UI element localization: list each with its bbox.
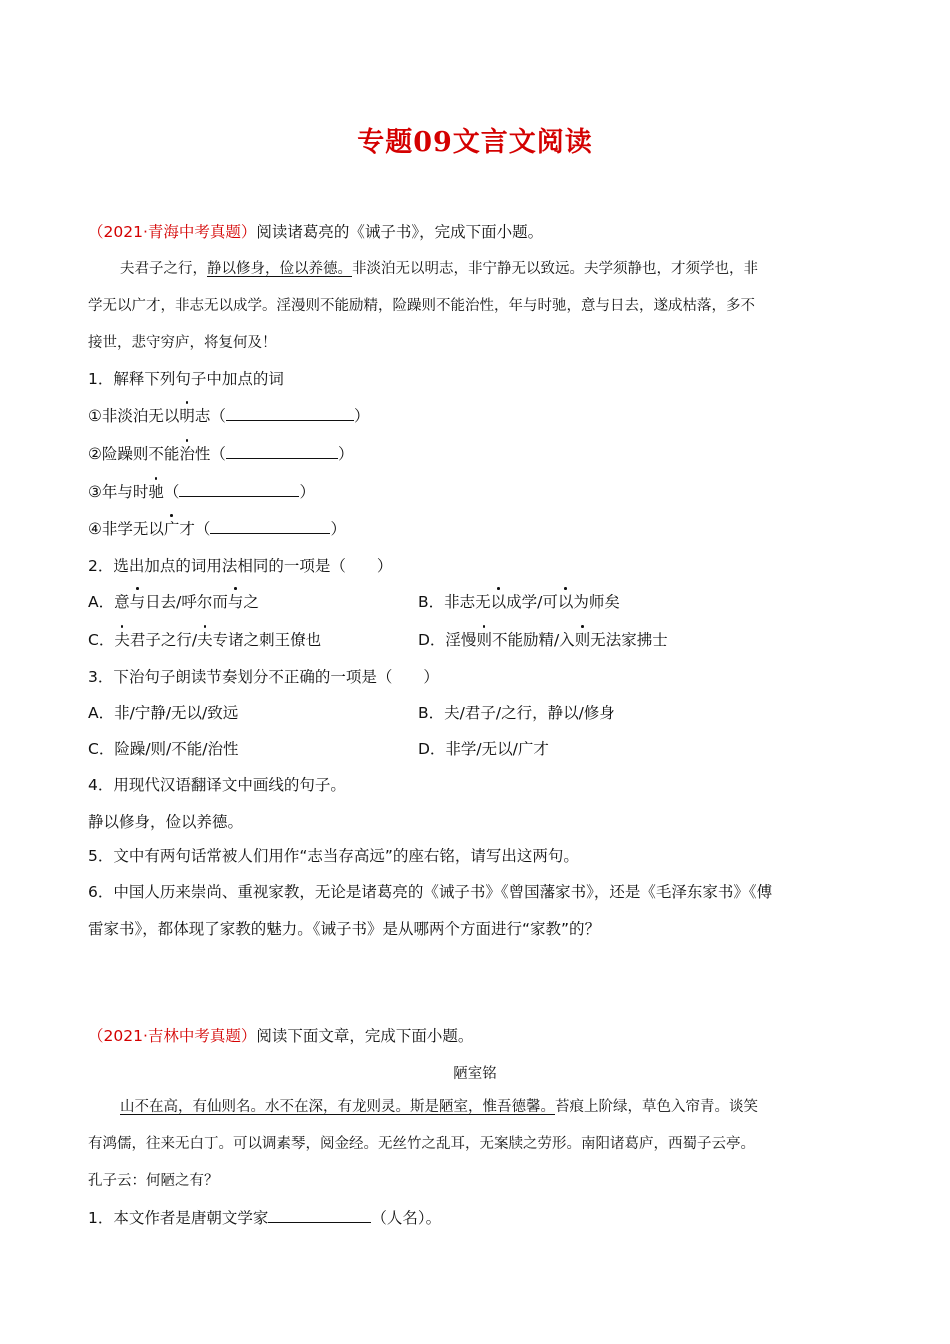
- question-3-stem: 3．下治句子朗读节奏划分不正确的一项是（ ）: [88, 668, 439, 686]
- question-6-line: 6．中国人历来崇尚、重视家教，无论是诸葛亮的《诫子书》《曾国藩家书》，还是《毛泽东家书》《傅: [88, 883, 773, 901]
- question-1-stem: 1．解释下列句子中加点的词: [88, 370, 284, 388]
- dotted-char: 治: [179, 445, 195, 463]
- option-b[interactable]: B．夫/君子/之行，静以/修身: [418, 704, 615, 722]
- section1-header: [88, 222, 543, 242]
- passage-line: 山不在高，有仙则名。水不在深，有龙则灵。斯是陋室，惟吾德馨。苔痕上阶绿，草色入帘青。谈笑: [120, 1099, 758, 1115]
- option-a[interactable]: A．意与日去/呼尔而与之: [88, 593, 259, 611]
- question-2-stem: 2．选出加点的词用法相同的一项是（ ）: [88, 557, 393, 575]
- question-2-options-row: [88, 630, 888, 650]
- dotted-char: 广: [163, 520, 180, 538]
- question-3-options-row: [88, 703, 888, 723]
- question-3-options-row: [88, 739, 888, 759]
- source-tag: （2021·吉林中考真题）: [88, 1027, 257, 1045]
- option-b[interactable]: B．非志无以成学/可以为师矣: [418, 593, 620, 611]
- question-1-item: ④非学无以广才（ ）: [88, 520, 346, 538]
- source-tag: （2021·青海中考真题）: [88, 223, 257, 241]
- option-d[interactable]: D．淫慢则不能励精/入则无法家拂士: [418, 631, 668, 649]
- answer-blank[interactable]: [210, 518, 330, 534]
- question-4-stem: 4．用现代汉语翻译文中画线的句子。: [88, 776, 346, 794]
- section-intro: 阅读下面文章，完成下面小题。: [256, 1027, 474, 1045]
- page-title: 专题09文言文阅读: [357, 127, 593, 158]
- passage-line: 接世，悲守穷庐，将复何及！: [88, 335, 277, 351]
- option-d[interactable]: D．非学/无以/广才: [418, 740, 549, 758]
- question-1-item: ②险躁则不能治性（ ）: [88, 445, 354, 463]
- question-1: 1．本文作者是唐朝文学家 （人名）。: [88, 1209, 442, 1227]
- section2-header: [88, 1026, 473, 1046]
- section-intro: 阅读诸葛亮的《诫子书》，完成下面小题。: [256, 223, 544, 241]
- dotted-char: 明: [179, 407, 195, 425]
- question-2-options-row: [88, 592, 888, 612]
- dotted-char: 驰: [148, 483, 164, 501]
- passage-line: 学无以广才，非志无以成学。淫漫则不能励精，险躁则不能治性，年与时驰，意与日去，遂成枯落，多不: [88, 298, 755, 314]
- underlined-sentence: 静以修身，俭以养德。: [207, 261, 352, 277]
- answer-blank[interactable]: [226, 443, 338, 459]
- question-1-item: ③年与时驰（ ）: [88, 483, 315, 501]
- option-a[interactable]: A．非/宁静/无以/致远: [88, 704, 239, 722]
- question-4-sentence: 静以修身，俭以养德。: [88, 813, 244, 831]
- question-1-item: ①非淡泊无以明志（ ）: [88, 407, 370, 425]
- answer-blank[interactable]: [226, 405, 354, 421]
- passage-line: 夫君子之行，静以修身，俭以养德。非淡泊无以明志，非宁静无以致远。夫学须静也，才须学也，非: [120, 261, 758, 277]
- question-5: 5．文中有两句话常被人们用作“志当存高远”的座右铭，请写出这两句。: [88, 847, 579, 865]
- passage-line: 有鸿儒，往来无白丁。可以调素琴，阅金经。无丝竹之乱耳，无案牍之劳形。南阳诸葛庐，西蜀子云亭。: [88, 1136, 755, 1152]
- question-6-line: 雷家书》，都体现了家教的魅力。《诫子书》是从哪两个方面进行“家教”的？: [88, 920, 601, 938]
- option-c[interactable]: C．夫君子之行/夫专诸之刺王僚也: [88, 631, 322, 649]
- answer-blank[interactable]: [179, 481, 299, 497]
- passage-title: 陋室铭: [453, 1066, 497, 1082]
- answer-blank[interactable]: [268, 1207, 371, 1223]
- passage-line: 孔子云：何陋之有？: [88, 1173, 219, 1189]
- option-c[interactable]: C．险躁/则/不能/治性: [88, 740, 239, 758]
- underlined-sentence: 山不在高，有仙则名。水不在深，有龙则灵。斯是陋室，惟吾德馨。: [120, 1099, 555, 1115]
